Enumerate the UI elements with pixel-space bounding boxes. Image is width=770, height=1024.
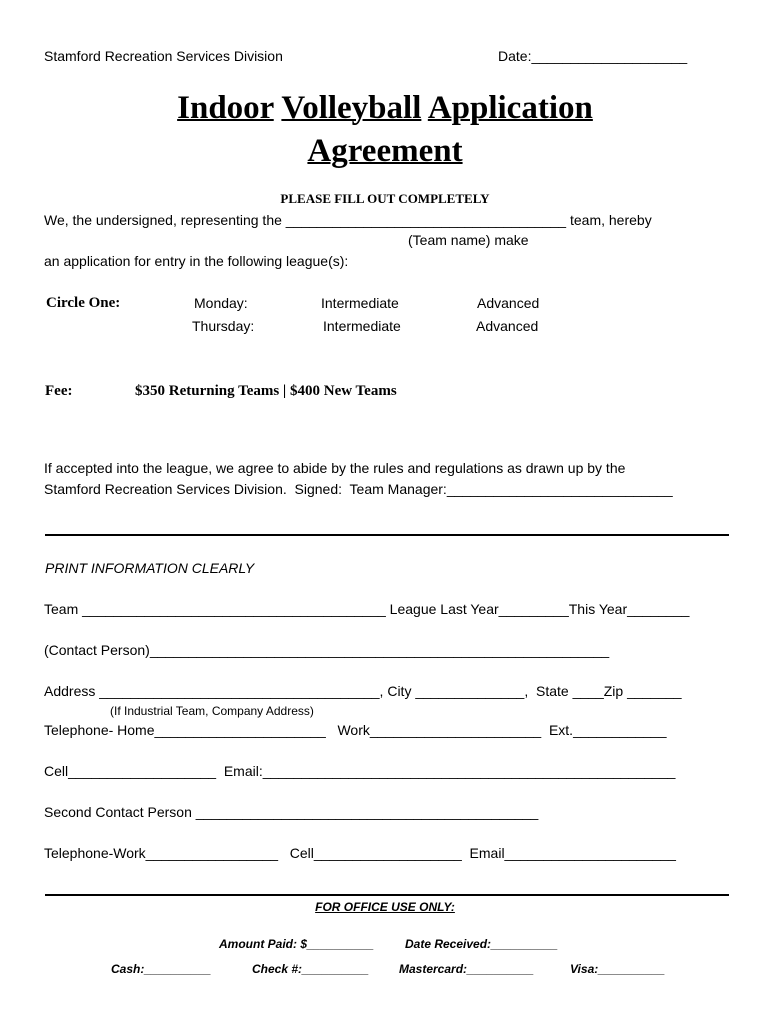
option-monday-intermediate[interactable]: Intermediate: [321, 295, 399, 311]
mastercard-field[interactable]: Mastercard:__________: [399, 962, 534, 976]
team-name-line[interactable]: We, the undersigned, representing the ____________________________________ team, hereby: [44, 212, 652, 228]
print-section-heading: PRINT INFORMATION CLEARLY: [45, 560, 255, 576]
title-word-application: Application: [427, 90, 593, 126]
team-manager-signature-line[interactable]: Stamford Recreation Services Division. Signed: Team Manager:_____________________________: [44, 481, 673, 497]
form-title-line2: [0, 131, 770, 171]
title-word-indoor: Indoor: [177, 90, 274, 126]
form-title-line1: [0, 88, 770, 128]
telephone-field[interactable]: Telephone- Home______________________ Work______________________ Ext.____________: [44, 722, 667, 738]
organization-name: Stamford Recreation Services Division: [44, 48, 283, 64]
title-word-agreement: Agreement: [307, 133, 463, 169]
cash-field[interactable]: Cash:__________: [111, 962, 212, 976]
fee-label: Fee:: [45, 383, 73, 399]
option-thursday-intermediate[interactable]: Intermediate: [323, 318, 401, 334]
office-divider: [45, 894, 729, 896]
fee-value: $350 Returning Teams | $400 New Teams: [135, 383, 397, 399]
date-received-field[interactable]: Date Received:__________: [405, 937, 558, 951]
office-use-heading: FOR OFFICE USE ONLY:: [315, 900, 455, 914]
league-application-text: an application for entry in the following league(s):: [44, 253, 349, 269]
day-monday: Monday:: [194, 295, 248, 311]
option-monday-advanced[interactable]: Advanced: [477, 295, 540, 311]
check-field[interactable]: Check #:__________: [252, 962, 369, 976]
agreement-text: If accepted into the league, we agree to abide by the rules and regulations as drawn up by the: [44, 460, 626, 476]
team-league-field[interactable]: Team _______________________________________ League Last Year_________This Year________: [44, 601, 690, 617]
day-thursday: Thursday:: [192, 318, 255, 334]
date-field[interactable]: Date:____________________: [498, 48, 688, 64]
contact-person-field[interactable]: (Contact Person)___________________________________________________________: [44, 642, 610, 658]
fill-instruction: PLEASE FILL OUT COMPLETELY: [280, 191, 490, 206]
address-field[interactable]: Address ____________________________________, City ______________, State ____Zip _______: [44, 683, 682, 699]
team-name-hint: (Team name) make: [408, 232, 529, 248]
address-hint: (If Industrial Team, Company Address): [110, 704, 314, 718]
circle-one-label: Circle One:: [46, 295, 121, 311]
cell-email-field[interactable]: Cell___________________ Email:_____________________________________________________: [44, 763, 676, 779]
telephone-work-field[interactable]: Telephone-Work_________________ Cell___________________ Email______________________: [44, 845, 676, 861]
amount-paid-field[interactable]: Amount Paid: $__________: [219, 937, 374, 951]
section-divider: [45, 534, 729, 536]
second-contact-field[interactable]: Second Contact Person ____________________________________________: [44, 804, 539, 820]
visa-field[interactable]: Visa:__________: [570, 962, 665, 976]
title-word-volleyball: Volleyball: [281, 90, 422, 126]
option-thursday-advanced[interactable]: Advanced: [476, 318, 539, 334]
